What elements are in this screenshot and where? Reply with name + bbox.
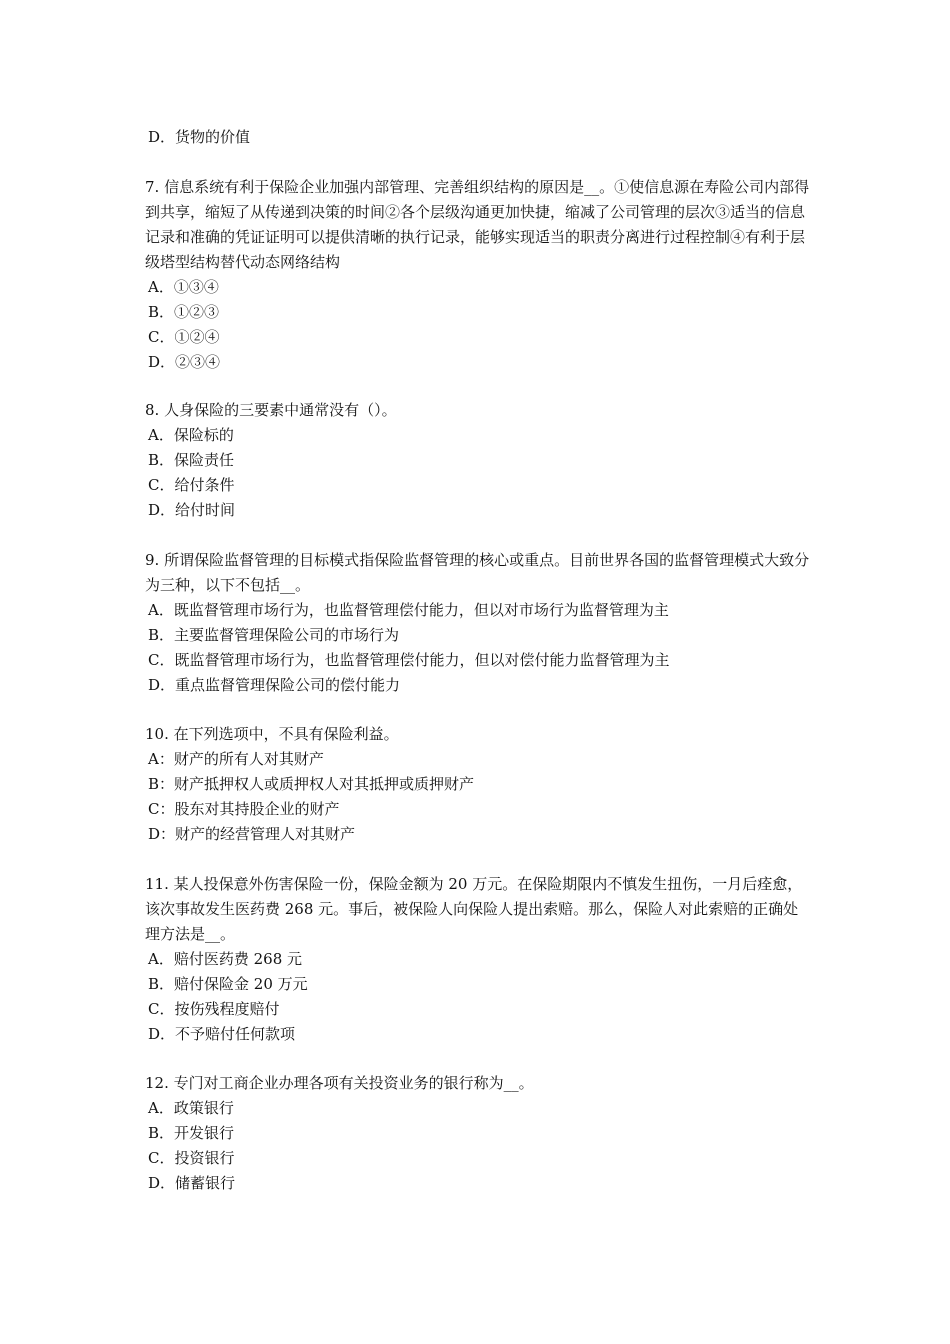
option-b: B．开发银行	[148, 1124, 235, 1142]
question-block-10	[145, 722, 810, 847]
question-block-12	[145, 1071, 810, 1196]
option-a: A：财产的所有人对其财产	[148, 750, 324, 768]
option-c: C．①②④	[148, 328, 220, 346]
option-b: B．保险责任	[148, 451, 235, 469]
option-d: D．货物的价值	[148, 128, 251, 146]
question-block-8	[145, 398, 810, 523]
option-b: B：财产抵押权人或质押权人对其抵押或质押财产	[148, 775, 475, 793]
option-c: C：股东对其持股企业的财产	[148, 800, 340, 818]
option-c: C．按伤残程度赔付	[148, 1000, 280, 1018]
question-block-7	[145, 175, 810, 375]
option-c: C．既监督管理市场行为，也监督管理偿付能力，但以对偿付能力监督管理为主	[148, 651, 670, 669]
option-d: D．给付时间	[148, 501, 236, 519]
question-text: 9. 所谓保险监督管理的目标模式指保险监督管理的核心或重点。目前世界各国的监督管理模式大致分为三种，以下不包括__。	[145, 551, 810, 594]
question-text: 12. 专门对工商企业办理各项有关投资业务的银行称为__。	[145, 1074, 534, 1092]
option-b: B．主要监督管理保险公司的市场行为	[148, 626, 400, 644]
option-a: A．①③④	[148, 278, 219, 296]
question-text: 11. 某人投保意外伤害保险一份，保险金额为 20 万元。在保险期限内不慎发生扭伤，一月后痊愈，该次事故发生医药费 268 元。事后，被保险人向保险人提出索赔。那么，保险人对此索赔的正确处理方法是__。	[145, 875, 803, 943]
option-b: B．赔付保险金 20 万元	[148, 975, 308, 993]
option-c: C．给付条件	[148, 476, 235, 494]
question-block-6-tail	[145, 125, 810, 150]
option-a: A．政策银行	[148, 1099, 234, 1117]
question-block-9	[145, 548, 810, 698]
option-d: D．②③④	[148, 353, 221, 371]
option-b: B．①②③	[148, 303, 220, 321]
question-text: 10. 在下列选项中，不具有保险利益。	[145, 725, 399, 743]
option-d: D：财产的经营管理人对其财产	[148, 825, 356, 843]
question-text: 8. 人身保险的三要素中通常没有（）。	[145, 401, 397, 419]
option-c: C．投资银行	[148, 1149, 235, 1167]
option-d: D．重点监督管理保险公司的偿付能力	[148, 676, 401, 694]
option-d: D．储蓄银行	[148, 1174, 236, 1192]
option-d: D．不予赔付任何款项	[148, 1025, 296, 1043]
option-a: A．赔付医药费 268 元	[148, 950, 302, 968]
question-text: 7. 信息系统有利于保险企业加强内部管理、完善组织结构的原因是__。①使信息源在寿险公司内部得到共享，缩短了从传递到决策的时间②各个层级沟通更加快捷，缩减了公司管理的层次③适当的信息记录和准确的凭证证明可以提供清晰的执行记录，能够实现适当的职责分离进行过程控制④有利于层级塔型结构替代动态网络结构	[145, 178, 810, 271]
question-block-11	[145, 872, 810, 1047]
option-a: A．保险标的	[148, 426, 234, 444]
option-a: A．既监督管理市场行为，也监督管理偿付能力，但以对市场行为监督管理为主	[148, 601, 669, 619]
